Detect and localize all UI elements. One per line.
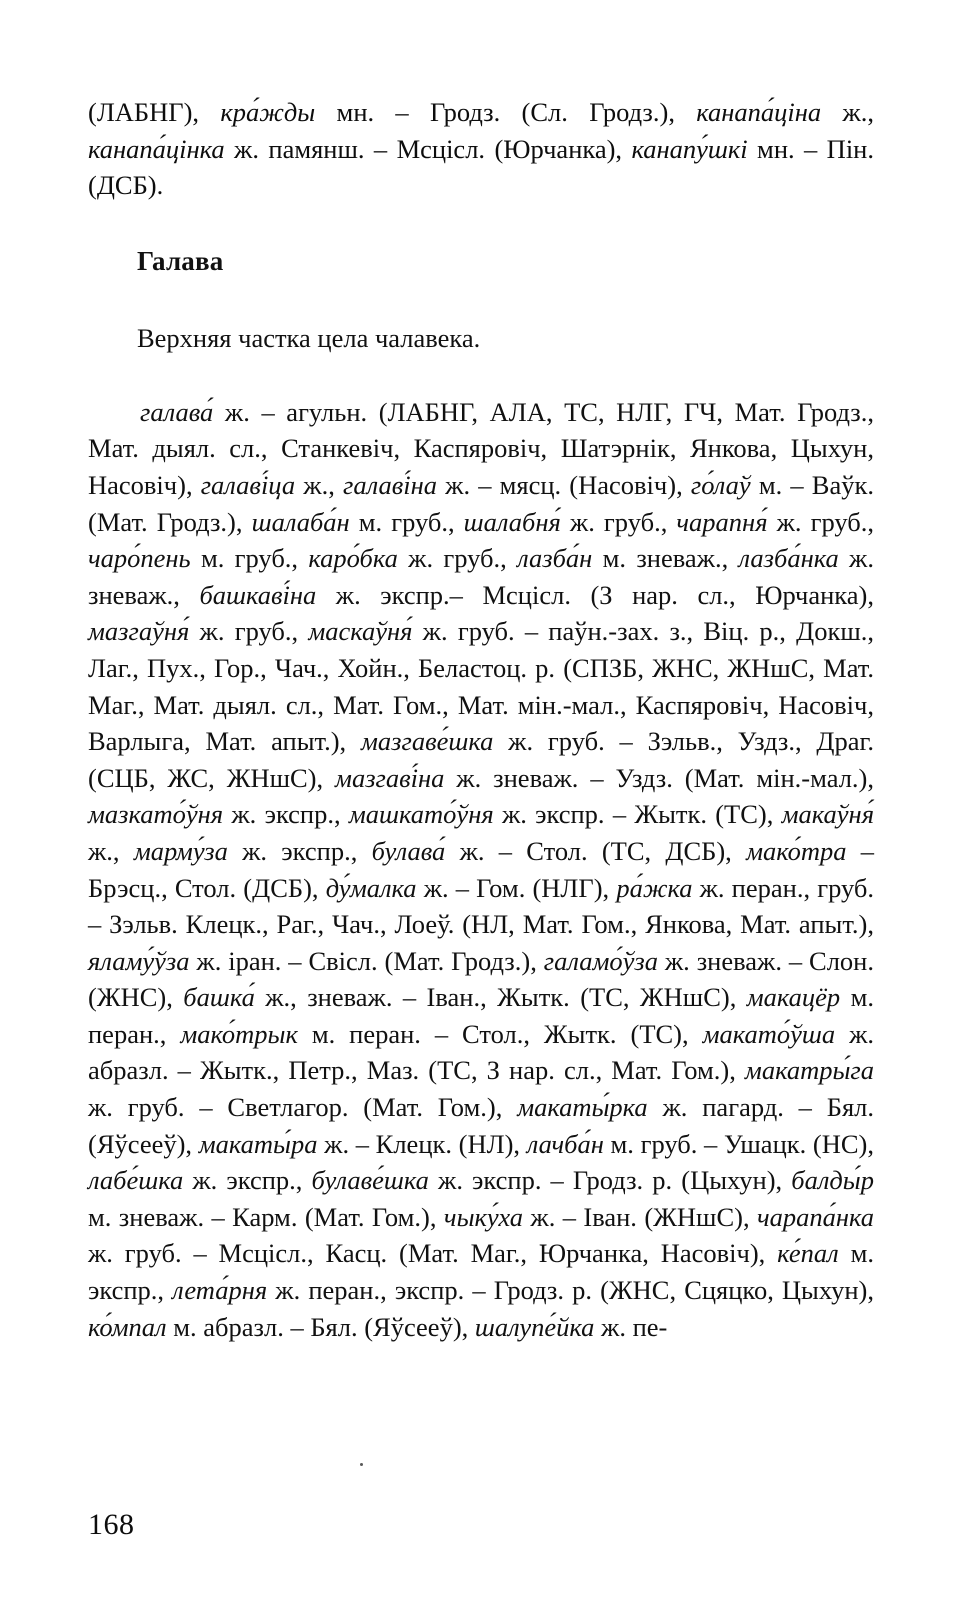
dialect-word: шалаба́н bbox=[251, 506, 350, 537]
dialect-word: чаро́пень bbox=[88, 543, 191, 574]
dialect-word: маскаўня́ bbox=[308, 616, 413, 647]
dialect-word: мазгаві́на bbox=[335, 762, 445, 793]
dialect-word: галава́ bbox=[140, 396, 214, 427]
gloss-text: (ЛАБНГ), bbox=[88, 97, 221, 127]
gloss-text: ж. перан., экспр. – Гродз. р. (ЖНС, Сцяцко, Цыхун), bbox=[267, 1275, 874, 1306]
gloss-text: ж. экспр.– Мсціcл. (З нар. сл., Юрчанка), bbox=[316, 579, 874, 610]
dialect-word: машкато́ўня bbox=[348, 799, 494, 830]
gloss-text: ж., bbox=[295, 469, 343, 500]
dialect-word: го́лаў bbox=[690, 469, 751, 500]
dialect-word: башкаві́на bbox=[199, 579, 317, 610]
dialect-word: канапу́шкі bbox=[631, 133, 748, 164]
gloss-text: ж. пагард. – Бял. (Яўсееў), bbox=[88, 1092, 874, 1159]
spacer-above-heading bbox=[88, 204, 874, 244]
gloss-text: м. зневаж., bbox=[592, 543, 739, 574]
gloss-text: ж. груб., bbox=[767, 506, 874, 537]
gloss-text: м. зневаж. – Карм. (Мат. Гом.), bbox=[88, 1201, 444, 1232]
gloss-text: ж. пе- bbox=[594, 1311, 668, 1342]
dialect-word: чарапня́ bbox=[676, 506, 768, 537]
gloss-text: мн. – Гродз. (Сл. Гродз.), bbox=[315, 97, 697, 127]
dialect-word: лазба́нка bbox=[738, 543, 839, 574]
gloss-text: ж. экспр., bbox=[183, 1165, 312, 1196]
gloss-text: ж. – Іван. (ЖНшС), bbox=[522, 1201, 757, 1232]
entry-definition: Верхняя частка цела чалавека. bbox=[137, 322, 481, 353]
dialect-word: мазгаўня́ bbox=[88, 616, 190, 647]
gloss-text: м. груб., bbox=[349, 506, 464, 537]
gloss-text: м. – Ваўк. (Мат. Гродз.), bbox=[88, 469, 874, 537]
dialect-word: макаты́рка bbox=[517, 1092, 648, 1123]
gloss-text: ж. – Стол. (ТС, ДСБ), bbox=[445, 835, 747, 866]
gloss-text: ж. перан., груб. – Зэльв. Клецк., Раг., Чач., Лоеў. (НЛ, Мат. Гом., Янкова, Мат. апыт.), bbox=[88, 872, 874, 940]
gloss-text: ж. абразл. – Жытк., Петр., Маз. (ТС, З нар. сл., Мат. Гом.), bbox=[88, 1018, 875, 1086]
dialect-word: макацёр bbox=[746, 982, 841, 1013]
gloss-text: ж. экспр. – Гродз. р. (Цыхун), bbox=[428, 1165, 792, 1196]
dialect-word: шалупе́йка bbox=[474, 1311, 595, 1342]
spacer-below-heading bbox=[88, 278, 874, 320]
dialect-word: ко́мпал bbox=[88, 1311, 167, 1342]
dialect-word: чарапа́нка bbox=[756, 1201, 874, 1232]
dialect-word: макаты́ра bbox=[198, 1128, 318, 1159]
entry-headword: Галава bbox=[137, 245, 224, 276]
dialect-word: мазкато́ўня bbox=[88, 799, 224, 830]
dialect-word: каро́бка bbox=[308, 543, 398, 574]
dialect-word: булава́ bbox=[371, 835, 446, 866]
gloss-text: м. перан. – Стол., Жытк. (ТС), bbox=[297, 1018, 703, 1049]
dialect-word: канапа́цінка bbox=[88, 133, 225, 164]
gloss-text: ж. экспр., bbox=[223, 799, 349, 830]
gloss-text: мн. – Пін. (ДСБ). bbox=[88, 133, 874, 201]
gloss-text: ж. груб., bbox=[560, 506, 677, 537]
gloss-text: м. груб. – Ушацк. (НС), bbox=[603, 1128, 874, 1159]
dialect-word: лета́рня bbox=[172, 1275, 268, 1306]
gloss-text: ж. зневаж. – Слон. (ЖНС), bbox=[88, 945, 874, 1013]
gloss-text: ж. груб. – Светлагор. (Мат. Гом.), bbox=[88, 1092, 518, 1123]
gloss-text: ж. груб., bbox=[189, 616, 309, 647]
gloss-text: ж. экспр. – Жытк. (ТС), bbox=[493, 799, 782, 830]
dialect-word: кра́жды bbox=[220, 97, 316, 127]
dialect-word: макатры́га bbox=[744, 1055, 874, 1086]
dialect-word: ра́жка bbox=[616, 872, 693, 903]
gloss-text: м. груб., bbox=[190, 543, 309, 574]
dialect-word: шалабня́ bbox=[463, 506, 561, 537]
continuation-paragraph bbox=[88, 94, 874, 204]
gloss-text: ж., bbox=[821, 97, 874, 127]
dialect-word: лачба́н bbox=[526, 1128, 604, 1159]
dialect-word: балды́р bbox=[791, 1165, 874, 1196]
gloss-text: ж. іран. – Свісл. (Мат. Гродз.), bbox=[189, 945, 544, 976]
dialect-word: булаве́шка bbox=[311, 1165, 429, 1196]
gloss-text: ж. – мясц. (Насовіч), bbox=[436, 469, 691, 500]
gloss-text: ж. – Гом. (НЛГ), bbox=[416, 872, 617, 903]
dialect-word: яламу́ўза bbox=[88, 945, 190, 976]
gloss-text: ж. груб. – Зэльв., Уздз., Драг. (СЦБ, ЖС, ЖНшС), bbox=[88, 726, 875, 793]
scan-speck bbox=[360, 1463, 363, 1466]
dialect-word: ке́пал bbox=[777, 1238, 839, 1269]
dialect-word: галаві́ца bbox=[200, 469, 296, 500]
entry-body-paragraph bbox=[88, 394, 874, 1345]
gloss-text: м. перан., bbox=[88, 982, 874, 1049]
gloss-text: ж. зневаж., bbox=[88, 543, 874, 610]
gloss-text: ж., зневаж. – Іван., Жытк. (ТС, ЖНшС), bbox=[254, 982, 747, 1013]
page-content-column bbox=[88, 94, 874, 1345]
gloss-text: ж. зневаж. – Уздз. (Мат. мін.-мал.), bbox=[444, 762, 874, 793]
dialect-word: мако́трык bbox=[180, 1018, 298, 1049]
dialect-word: лазба́н bbox=[517, 543, 593, 574]
dialect-word: мако́тра bbox=[746, 835, 847, 866]
gloss-text: ж. памянш. – Мсціcл. (Юрчанка), bbox=[224, 133, 632, 164]
gloss-text: ж. груб. – Мсціcл., Касц. (Мат. Маг., Юрчанка, Насовіч), bbox=[88, 1238, 778, 1269]
gloss-text: ж. – Клецк. (НЛ), bbox=[317, 1128, 527, 1159]
gloss-text: ж. экспр., bbox=[227, 835, 372, 866]
spacer-below-definition bbox=[88, 356, 874, 394]
gloss-text: ж. груб., bbox=[397, 543, 518, 574]
dialect-word: галамо́ўза bbox=[543, 945, 658, 976]
dialect-word: марму́за bbox=[133, 835, 228, 866]
gloss-text: м. абразл. – Бял. (Яўсееў), bbox=[166, 1311, 475, 1342]
dialect-word: макаўня́ bbox=[781, 799, 875, 830]
dialect-word: лабе́шка bbox=[88, 1165, 184, 1196]
dialect-word: макато́ўша bbox=[702, 1018, 836, 1049]
dialect-word: чыку́ха bbox=[443, 1201, 523, 1232]
dialect-word: мазгаве́шка bbox=[361, 726, 494, 757]
gloss-text: ж., bbox=[88, 835, 134, 866]
dialect-word: ду́малка bbox=[325, 872, 417, 903]
dialect-word: канапа́ціна bbox=[696, 97, 822, 127]
gloss-text: м. экспр., bbox=[88, 1238, 874, 1306]
gloss-text: – Брэсц., Стол. (ДСБ), bbox=[88, 835, 875, 903]
gloss-text: ж. – агульн. (ЛАБНГ, АЛА, ТС, НЛГ, ГЧ, Мат. Гродз., Мат. дыял. сл., Станкевіч, Каспяровіч, Шатэрнік, Янкова, Цыхун, Насовіч), bbox=[88, 396, 874, 500]
dialect-word: галаві́на bbox=[343, 469, 437, 500]
page-number: 168 bbox=[88, 1508, 135, 1541]
dialect-word: башка́ bbox=[183, 982, 255, 1013]
gloss-text: ж. груб. – паўн.-зах. з., Віц. р., Докш., Лаг., Пух., Гор., Чач., Хойн., Беластоц. р. (СПЗБ, ЖНС, ЖНшС, Мат. Маг., Мат. дыял. сл., Мат. Гом., Мат. мін.-мал., Каспяровіч, Насовіч, Варлыга, Мат. апыт.), bbox=[88, 616, 875, 757]
